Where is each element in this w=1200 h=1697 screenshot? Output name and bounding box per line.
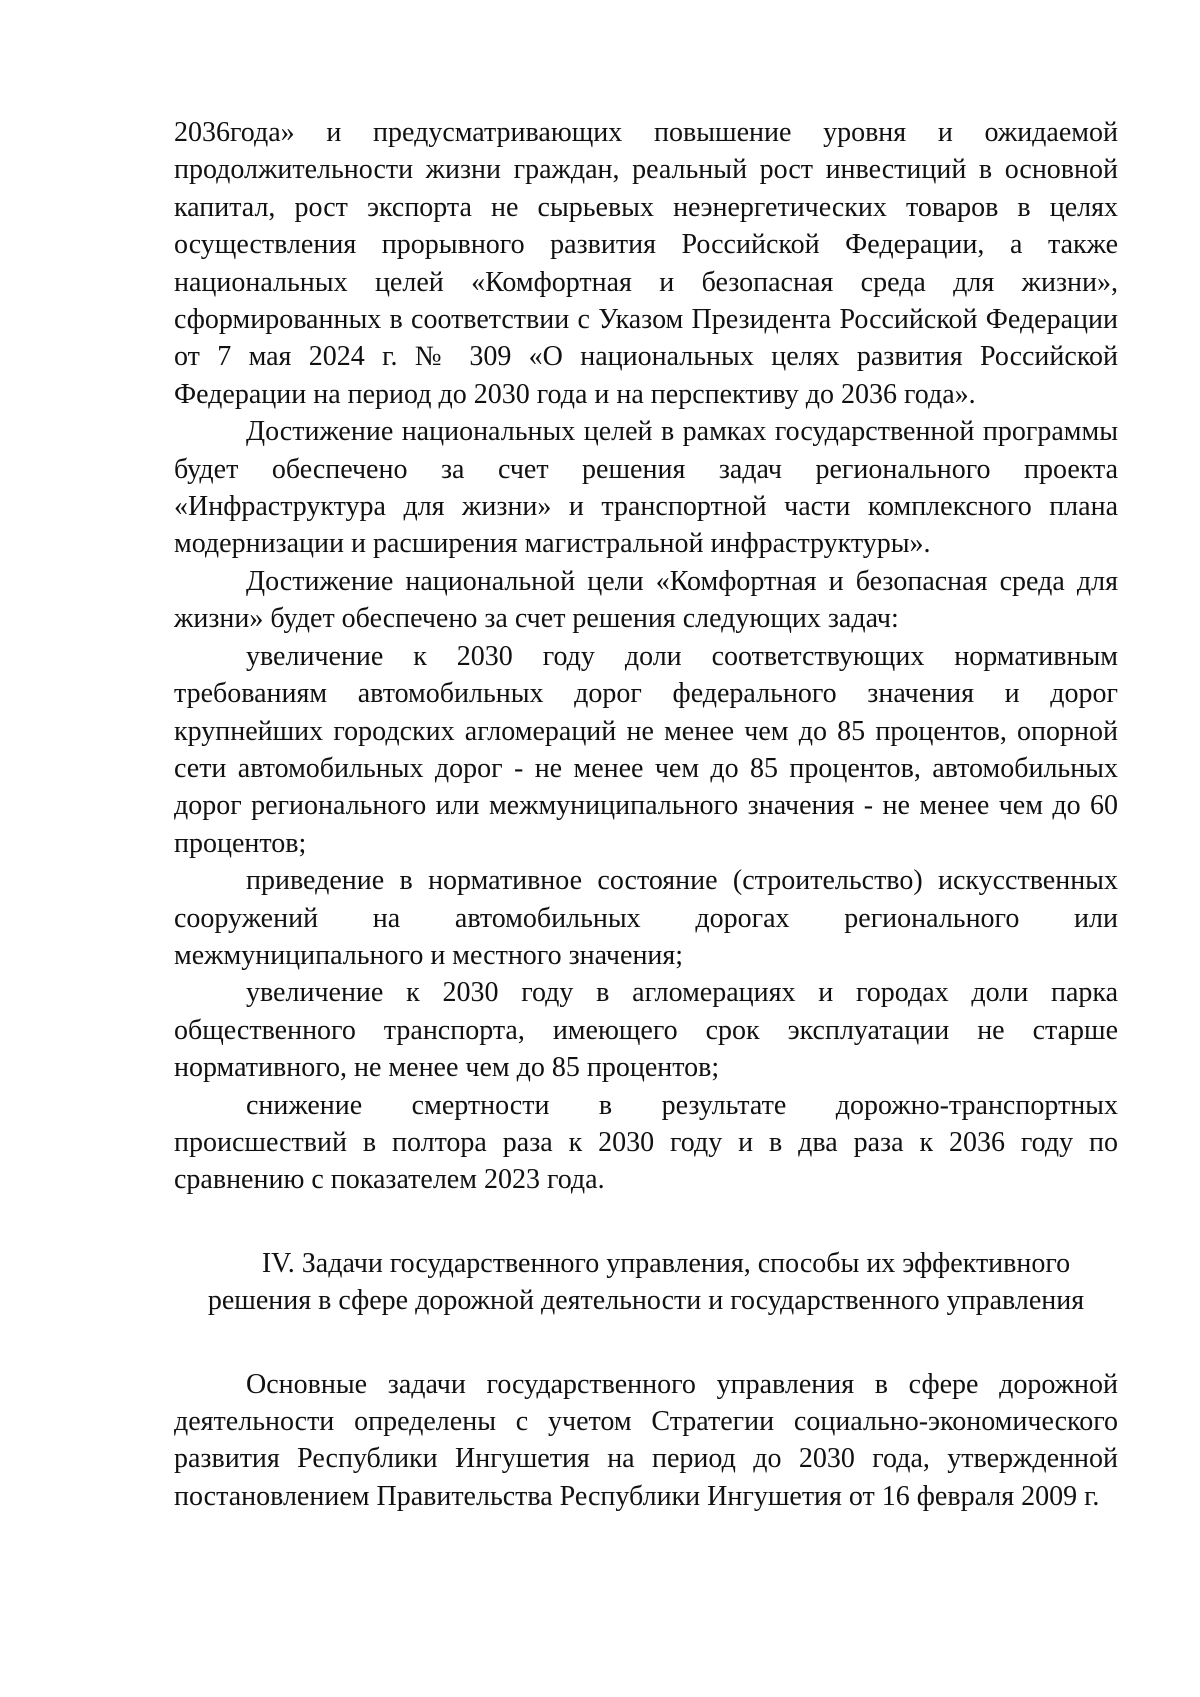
task-mortality-reduction: снижение смертности в результате дорожно-транспортных происшествий в полтора раза к 2030 году и в два раза к 2036 году по сравнению с показателем 2023 года. [174, 1089, 1118, 1196]
section-heading-line-1: IV. Задачи государственного управления, способы их эффективного [261, 1247, 1071, 1279]
section-heading [174, 1245, 1118, 1320]
task-roads-share: увеличение к 2030 году доли соответствующих нормативным требованиям автомобильных дорог федерального значения и дорог крупнейших городских агломераций не менее чем до 85 процентов, опорной сети автомобильных дорог - не менее чем до 85 процентов, автомобильных дорог регионального или межмуниципального значения - не менее чем до 60 процентов; [174, 640, 1118, 859]
task-artificial-structures: приведение в нормативное состояние (строительство) искусственных сооружений на автомобильных дорогах регионального или межмуниципального и местного значения; [174, 865, 1118, 971]
paragraph-main-tasks: Основные задачи государственного управления в сфере дорожной деятельности определены с учетом Стратегии социально-экономического развития Республики Ингушетия на период до 2030 года, утвержденной постановлением Правительства Республики Ингушетия от 16 февраля 2009 г. [174, 1368, 1118, 1512]
paragraph-national-goals: Достижение национальных целей в рамках государственной программы будет обеспечено за счет решения задач регионального проекта «Инфраструктура для жизни» и транспортной части комплексного плана модернизации и расширения магистральной инфраструктуры». [174, 416, 1118, 560]
document-body [174, 114, 1118, 1515]
paragraph-comfortable-environment: Достижение национальной цели «Комфортная и безопасная среда для жизни» будет обеспечено за счет решения следующих задач: [174, 565, 1118, 635]
task-public-transport: увеличение к 2030 году в агломерациях и городах доли парка общественного транспорта, имеющего срок эксплуатации не старше нормативного, не менее чем до 85 процентов; [174, 977, 1118, 1084]
section-heading-line-2: решения в сфере дорожной деятельности и государственного управления [207, 1285, 1085, 1317]
paragraph-continuation: 2036года» и предусматривающих повышение уровня и ожидаемой продолжительности жизни граждан, реальный рост инвестиций в основной капитал, рост экспорта не сырьевых неэнергетических товаров в целях осуществления прорывного развития Российской Федерации, а также национальных целей «Комфортная и безопасная среда для жизни», сформированных в соответствии с Указом Президента Российской Федерации от 7 мая 2024 г. № 309 «О национальных целях развития Российской Федерации на период до 2030 года и на перспективу до 2036 года». [174, 117, 1118, 410]
